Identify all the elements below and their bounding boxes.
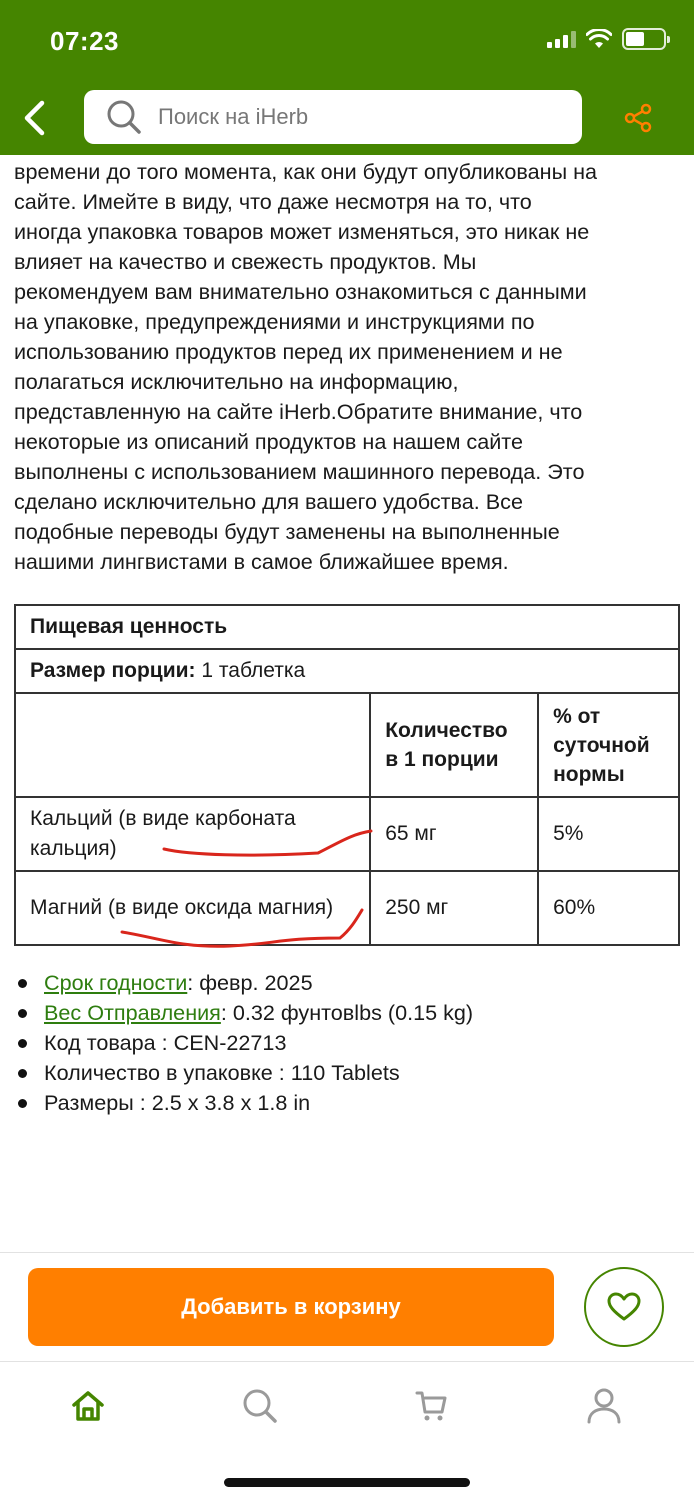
product-properties — [14, 968, 473, 1118]
tab-home[interactable] — [64, 1382, 112, 1430]
package-quantity: Количество в упаковке : 110 Tablets — [44, 1060, 400, 1085]
description-line: рекомендуем вам внимательно ознакомиться с данными — [14, 279, 587, 304]
description-line: сайте. Имейте в виду, что даже несмотря на то, что — [14, 189, 532, 214]
product-code: Код товара : CEN-22713 — [44, 1030, 287, 1055]
expiry-value: : февр. 2025 — [187, 970, 313, 995]
nutrient-daily-value: 5% — [538, 797, 679, 871]
description-line: влияет на качество и свежесть продуктов. Мы — [14, 249, 477, 274]
nutrient-amount: 65 мг — [370, 797, 538, 871]
description-line: полагаться исключительно на информацию, — [14, 369, 459, 394]
wifi-icon — [586, 29, 612, 49]
description-line: на упаковке, предупреждениями и инструкциями по — [14, 309, 535, 334]
wishlist-button[interactable] — [584, 1267, 664, 1347]
divider — [0, 1252, 694, 1253]
search-icon — [241, 1387, 279, 1425]
description-line: нашими лингвистами в самое ближайшее время. — [14, 549, 509, 574]
list-item — [14, 1088, 473, 1118]
nutrient-name: Кальций (в виде карбоната кальция) — [15, 797, 370, 871]
table-row — [15, 871, 679, 945]
status-time: 07:23 — [50, 26, 119, 56]
home-indicator — [224, 1478, 470, 1487]
bullet — [18, 1099, 27, 1108]
nutrient-amount: 250 мг — [370, 871, 538, 945]
search-placeholder: Поиск на iHerb — [158, 104, 309, 129]
column-header-nutrient — [15, 693, 370, 797]
serving-size — [15, 649, 679, 693]
tab-cart[interactable] — [408, 1382, 456, 1430]
share-icon — [622, 102, 654, 134]
signal-icon — [547, 30, 576, 48]
dimensions: Размеры : 2.5 x 3.8 x 1.8 in — [44, 1090, 311, 1115]
chevron-left-icon — [22, 100, 46, 136]
description-line: выполнены с использованием машинного перевода. Это — [14, 459, 585, 484]
cart-icon — [414, 1388, 450, 1424]
nutrient-name: Магний (в виде оксида магния) — [15, 871, 370, 945]
description-line: сделано исключительно для вашего удобства. Все — [14, 489, 523, 514]
expiry-link[interactable]: Срок годности — [44, 970, 188, 995]
shipping-weight-link[interactable]: Вес Отправления — [44, 1000, 221, 1025]
search-icon — [106, 99, 142, 135]
description-line: иногда упаковка товаров может изменяться, это никак не — [14, 219, 590, 244]
bullet — [18, 1009, 27, 1018]
table-row — [15, 797, 679, 871]
description-line: подобные переводы будут заменены на выполненные — [14, 519, 560, 544]
share-button[interactable] — [618, 98, 658, 138]
bullet — [18, 1069, 27, 1078]
list-item — [14, 968, 473, 998]
bullet — [18, 979, 27, 988]
battery-icon — [622, 28, 666, 50]
description-line: некоторые из описаний продуктов на нашем сайте — [14, 429, 523, 454]
description-line: представленную на сайте iHerb.Обратите внимание, что — [14, 399, 583, 424]
list-item — [14, 1028, 473, 1058]
status-icons — [547, 28, 666, 50]
description-line: времени до того момента, как они будут опубликованы на — [14, 159, 598, 184]
add-to-cart-button[interactable]: Добавить в корзину — [28, 1268, 554, 1346]
home-icon — [70, 1388, 106, 1424]
back-button[interactable] — [12, 94, 56, 142]
nutrient-daily-value: 60% — [538, 871, 679, 945]
serving-size-label: Размер порции: — [30, 659, 196, 682]
bullet — [18, 1039, 27, 1048]
description-line: использованию продуктов перед их применением и не — [14, 339, 563, 364]
search-input[interactable] — [84, 90, 582, 144]
shipping-weight-value: : 0.32 фунтовlbs (0.15 kg) — [220, 1000, 474, 1025]
bottom-tab-bar — [0, 1362, 694, 1452]
column-header-daily-value: % от суточной нормы — [538, 693, 679, 797]
account-icon — [586, 1387, 622, 1425]
list-item — [14, 1058, 473, 1088]
nutrition-title: Пищевая ценность — [15, 605, 679, 649]
heart-icon — [607, 1292, 641, 1322]
nutrition-table — [14, 604, 680, 946]
product-description — [14, 157, 686, 577]
column-header-amount: Количество в 1 порции — [370, 693, 538, 797]
serving-size-value: 1 таблетка — [195, 659, 306, 682]
app-header — [0, 0, 694, 155]
list-item — [14, 998, 473, 1028]
tab-account[interactable] — [580, 1382, 628, 1430]
tab-search[interactable] — [236, 1382, 284, 1430]
